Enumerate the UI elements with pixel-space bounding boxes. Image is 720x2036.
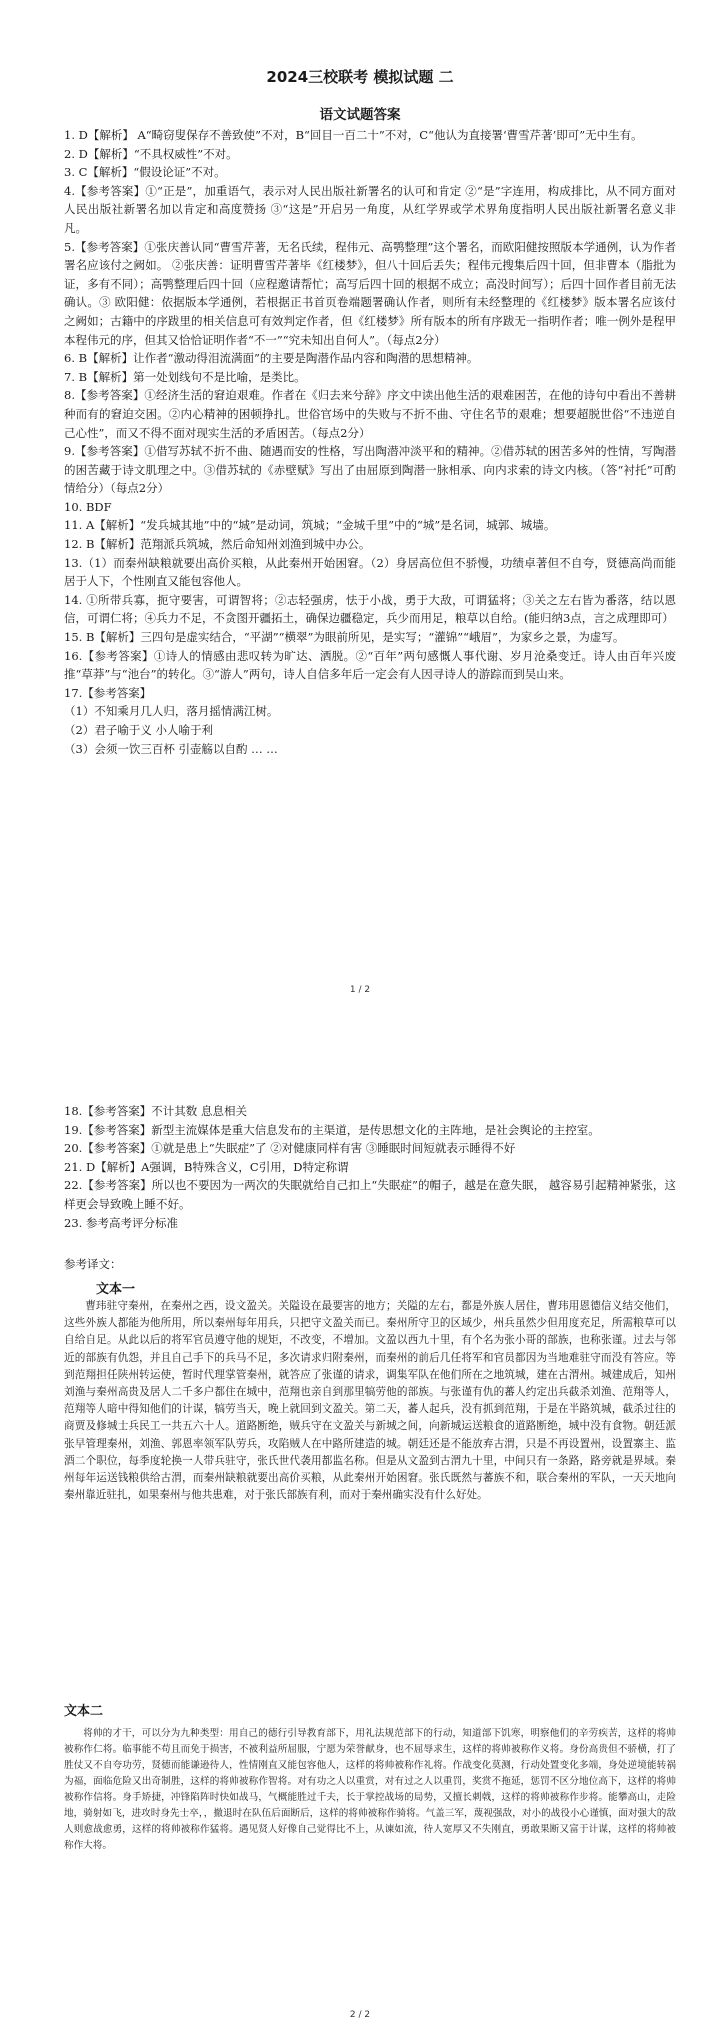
answer-3: 3. C【解析】“假设论证”不对。 (64, 165, 226, 180)
exam-title: 2024三校联考 模拟试题 二 (266, 68, 454, 86)
answers-page-one (64, 126, 676, 758)
answer-12: 12. B【解析】范翔派兵筑城，然后命知州刘渔到城中办公。 (64, 537, 371, 552)
answer-22: 22.【参考答案】所以也不要因为一两次的失眠就给自己扣上“失眠症”的帽子，越是在意失眠， 越容易引起精神紧张，这样更会导致晚上睡不好。 (64, 1178, 676, 1211)
text-one-title: 文本一 (96, 1282, 136, 1297)
answer-16: 16.【参考答案】①诗人的情感由悲叹转为旷达、洒脱。②“百年”两句感慨人事代谢、岁月沧桑变迁。诗人由百年兴废推“草莽”与“池台”的转化。③“游人”两句，诗人自信多年后一定会有人因寻诗人的游踪而到吴山来。 (64, 648, 676, 682)
page-number-2: 2 / 2 (349, 2010, 371, 2020)
answers-page-two (64, 1102, 676, 1232)
answer-10: 10. BDF (64, 499, 112, 514)
page-number-1: 1 / 2 (349, 985, 371, 995)
answer-6: 6. B【解析】让作者“激动得泪流满面”的主要是陶潜作品内容和陶潜的思想精神。 (64, 351, 479, 366)
answer-13: 13.（1）而秦州缺粮就要出高价买粮，从此秦州开始困窘。（2）身居高位但不骄慢，功绩卓著但不自夸，贤德高尚而能居于人下，个性刚直又能包容他人。 (64, 555, 676, 589)
answer-8: 8.【参考答案】①经济生活的窘迫艰难。作者在《归去来兮辞》序文中读出他生活的艰难困苦，在他的诗句中看出不善耕种而有的窘迫交困。②内心精神的困顿挣扎。世俗官场中的失败与不折不曲、守住名节的艰难；想要超脱世俗“不违逆自己心性”，而又不得不面对现实生活的矛盾困苦。（每点2分） (64, 388, 676, 440)
text-two-body: 将帅的才干，可以分为九种类型：用自己的德行引导教育部下，用礼法规范部下的行动，知道部下饥寒，明察他们的辛劳疾苦，这样的将帅被称作仁将。临事能不苟且而免于损害，不被利益所屈服，宁愿为荣誉献身，也不屈辱求生，这样的将帅被称作义将。身份高贵但不骄横，打了胜仗又不自夸功劳，贤德而能谦逊待人，性情刚直又能包容他人，这样的将帅被称作礼将。作战变化莫测，行动处置变化多端，身处逆境能转祸为福，面临危险又出奇制胜，这样的将帅被称作智将。对有功之人以重赏，对有过之人以重罚，奖赏不拖延，惩罚不区分地位高下，这样的将帅被称作信将。身手矫捷，冲锋陷阵时快如战马，气概能胜过千夫，长于掌控战场的局势，又擅长刺戟，这样的将帅被称作步将。能攀高山，走险地，骑射如飞，进攻时身先士卒，，撤退时在队伍后面断后，这样的将帅被称作骑将。气盖三军，蔑视强敌，对小的战役小心谨慎，面对强大的敌人则愈战愈勇，这样的将帅被称作猛将。遇见贤人好像自己觉得比不上，从谏如流，待人宽厚又不失刚直，勇敢果断又富于计谋，这样的将帅被称作大将。 (64, 1728, 676, 1851)
answer-9: 9.【参考答案】①借写苏轼不折不曲、随遇而安的性格，写出陶潜冲淡平和的精神。②借苏轼的困苦多舛的性情，写陶潜的困苦藏于诗文肌理之中。③借苏轼的《赤壁赋》写出了由屈原到陶潜一脉相承、向内求索的诗文内核。（答“衬托”可酌情给分）（每点2分） (64, 444, 676, 496)
answer-15: 15. B【解析】三四句是虚实结合，“平湖”“横翠”为眼前所见，是实写；“灌锦”“峨眉”，为家乡之景，为虚写。 (64, 630, 625, 645)
answer-7: 7. B【解析】第一处划线句不是比喻，是类比。 (64, 369, 306, 384)
answer-18: 18.【参考答案】不计其数 息息相关 (64, 1104, 247, 1118)
text-one-body: 曹玮驻守秦州，在秦州之西，设文盈关。关隘设在最要害的地方；关隘的左右，都是外族人居住，曹玮用恩德信义结交他们，这些外族人都能为他所用，所以秦州每年用兵，只把守文盈关而已。秦州所守卫的区域少，州兵虽然少但用度充足，所需粮草可以自给自足。从此以后的将军官员遵守他的规矩，不改变，不增加。文盈以西九十里，有个名为张小哥的部族，也称张谨。过去与邻近的部族有仇怨，并且自己手下的兵马不足，多次请求归附秦州，而秦州的前后几任将军和官员都因为当地难驻守而没有答应。等到范翔担任陕州转运使，暂时代理掌管秦州，就答应了张谨的请求，调集军队在他们所在之地筑城，建在古渭州。城建成后，知州刘渔与秦州高贵及居人二千多户都住在城中，范翔也亲自到那里犒劳他的部族。与张谨有仇的蕃人约定出兵截杀刘渔、范翔等人，范翔等人暗中得知他们的计谋，犒劳当天，晚上就回到文盈关。第二天，蕃人起兵，没有抓到范翔，于是在半路筑城，截杀过往的商贾及修城士兵民工一共五六十人。道路断绝，贼兵守在文盈关与新城之间，向新城运送粮食的道路断绝，城中没有食物。朝廷派张早管理秦州，刘渔、郭恩率领军队劳兵，攻陷贼人在中路所建造的城。朝廷还是不能放弃古渭，只是不再设置州，设置寨主、监酒二个职位，每季度轮换一人带兵驻守，张氏世代袭用都监名称。但是从文盈到古渭九十里，中间只有一条路，路旁就是界域。秦州每年运送钱粮供给古渭，而秦州缺粮就要出高价买粮，从此秦州开始困窘。张氏既然与蕃族不和，联合秦州的军队，一天天地向秦州靠近驻扎，如果秦州与他共患难，对于张氏部族有利，而对于秦州确实没有什么好处。 (64, 1300, 676, 1502)
text-two-title: 文本二 (64, 1704, 104, 1719)
answer-17-line-3: （3）会须一饮三百杯 引壶觞以自酌 … … (64, 741, 278, 756)
answer-1: 1. D【解析】 A“畸窃叟保存不善致使”不对，B“回目一百二十”不对，C“他认为直接署‘曹雪芹著’即可”无中生有。 (64, 128, 643, 142)
answer-17-line-2: （2）君子喻于义 小人喻于利 (64, 723, 213, 737)
translation-label: 参考译文： (64, 1257, 122, 1271)
answer-11: 11. A【解析】“发兵城其地”中的“城”是动词，筑城；“金城千里”中的“城”是名词，城郭、城墙。 (64, 518, 556, 533)
answer-17-line-1: （1）不知乘月几人归，落月摇情满江树。 (64, 704, 279, 719)
page-one (0, 0, 720, 1010)
page-two (0, 1010, 720, 2036)
answer-5: 5.【参考答案】①张庆善认同“曹雪芹著，无名氏续，程伟元、高鹗整理”这个署名，而欧阳健按照版本学通例，认为作者署名应该付之阙如。 ②张庆善：证明曹雪芹著毕《红楼梦》，但八十回后丢失；程伟元搜集后四十回，但非曹本（脂批为证，多有不同）；高鹗整理后四十回（应程邀请帮忙；高写后四十回的根据不成立；高没时间写）；后四十回作者目前无法确认。③ 欧阳健：依据版本学通例，若根据正书首页卷端题署确认作者，则所有未经整理的《红楼梦》版本署名应该付之阙如；古籍中的序跋里的相关信息可有效判定作者，但《红楼梦》所有版本的所有序跋无一指明作者；唯一例外是程甲本程伟元的序，但其又恰恰证明作者“不一”“究未知出自何人”。（每点2分） (64, 239, 676, 347)
answer-21: 21. D【解析】A强调，B特殊含义，C引用，D特定称谓 (64, 1159, 349, 1174)
answer-17: 17.【参考答案】 (64, 685, 152, 700)
answer-14: 14. ①所带兵寡，扼守要害，可谓智将；②志轻强虏，怯于小战，勇于大敌，可谓猛将；③关之左右皆为番落，结以恩信，可谓仁将；④兵力不足，不贪图开疆拓土，确保边疆稳定，兵少而用足，粮草以自给。(能归纳3点，言之成理即可） (64, 592, 676, 626)
answer-4: 4.【参考答案】①“正是”，加重语气，表示对人民出版社新署名的认可和肯定 ②“是”字连用，构成排比，从不同方面对人民出版社新署名加以肯定和高度赞扬 ③“这是”开启另一角度，从红学界或学术界角度指明人民出版社新署名意义非凡。 (64, 183, 676, 235)
answer-key-subtitle: 语文试题答案 (319, 107, 401, 123)
answer-2: 2. D【解析】“不具权威性”不对。 (64, 146, 238, 161)
answer-20: 20.【参考答案】①就是患上“失眠症”了 ②对健康同样有害 ③睡眠时间短就表示睡得不好 (64, 1141, 516, 1156)
answer-23: 23. 参考高考评分标准 (64, 1215, 178, 1230)
answer-19: 19.【参考答案】新型主流媒体是重大信息发布的主渠道，是传思想文化的主阵地，是社会舆论的主控室。 (64, 1122, 600, 1137)
